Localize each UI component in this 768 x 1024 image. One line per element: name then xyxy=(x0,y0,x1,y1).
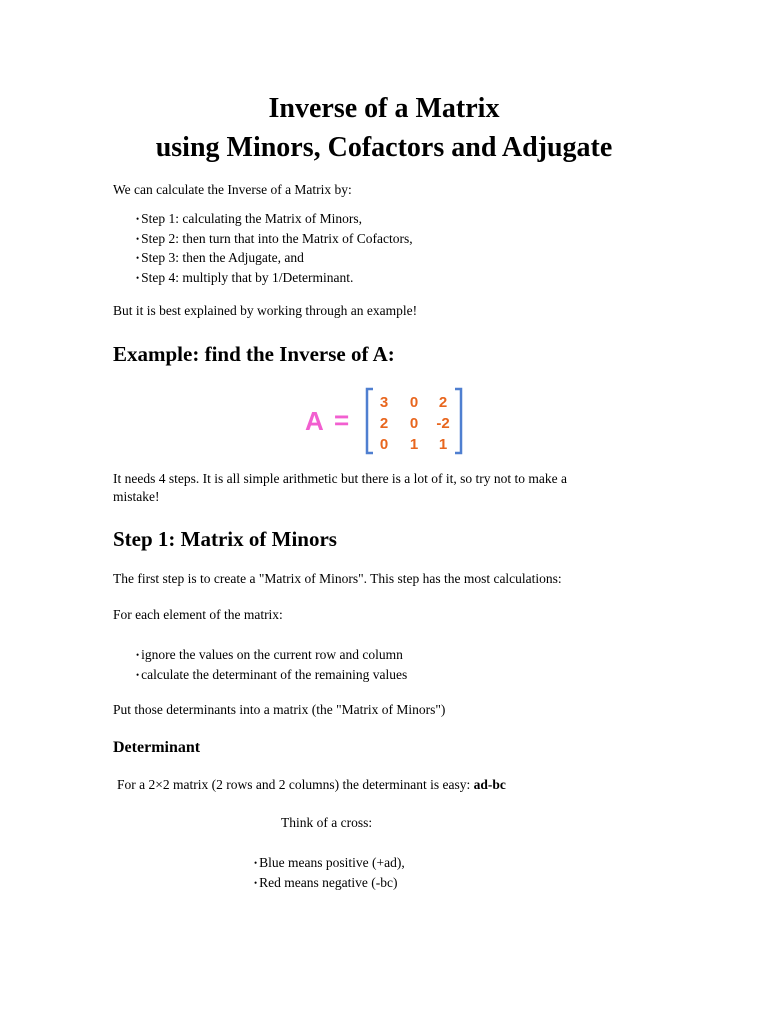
cross-bullets-list xyxy=(254,854,405,893)
list-item: • Blue means positive (+ad), xyxy=(254,854,405,874)
steps-list xyxy=(136,210,413,288)
determinant-text xyxy=(117,776,506,794)
for-each-text: For each element of the matrix: xyxy=(113,607,283,622)
minor-steps-list xyxy=(136,646,407,685)
needs-steps-line-2: mistake! xyxy=(113,489,160,504)
intro-text: We can calculate the Inverse of a Matrix by: xyxy=(113,182,352,197)
step1-intro-text: The first step is to create a "Matrix of Minors". This step has the most calculations: xyxy=(113,571,562,586)
matrix-label: A xyxy=(305,406,324,436)
page-title-line-1: Inverse of a Matrix xyxy=(268,93,500,124)
list-item: • calculate the determinant of the remaining values xyxy=(136,666,407,686)
matrix-cell: 1 xyxy=(409,436,419,453)
list-item: • Step 2: then turn that into the Matrix of Cofactors, xyxy=(136,230,413,250)
matrix-cell: 1 xyxy=(438,436,448,453)
example-heading: Example: find the Inverse of A: xyxy=(113,342,395,366)
list-item: • Step 4: multiply that by 1/Determinant. xyxy=(136,269,413,289)
matrix-cell: 0 xyxy=(409,394,419,411)
think-cross-text: Think of a cross: xyxy=(281,815,373,830)
list-item: • Step 1: calculating the Matrix of Minors, xyxy=(136,210,413,230)
right-bracket xyxy=(455,389,461,453)
determinant-description: For a 2×2 matrix (2 rows and 2 columns) the determinant is easy: xyxy=(117,777,471,792)
matrix-equals: = xyxy=(334,405,350,435)
list-item: • ignore the values on the current row and column xyxy=(136,646,407,666)
list-item: • Red means negative (-bc) xyxy=(254,874,405,894)
matrix-cell: 0 xyxy=(409,415,419,432)
matrix-cell: 2 xyxy=(379,415,389,432)
matrix-cells xyxy=(380,394,450,453)
needs-steps-line-1: It needs 4 steps. It is all simple arithmetic but there is a lot of it, so try not to make a xyxy=(113,471,568,486)
matrix-a-figure xyxy=(303,385,473,457)
matrix-cell: 3 xyxy=(379,394,389,411)
page-title-line-2: using Minors, Cofactors and Adjugate xyxy=(155,132,613,163)
list-item: • Step 3: then the Adjugate, and xyxy=(136,249,413,269)
put-those-text: Put those determinants into a matrix (the "Matrix of Minors") xyxy=(113,702,446,717)
best-explained-text: But it is best explained by working through an example! xyxy=(113,303,418,318)
determinant-formula: ad-bc xyxy=(473,777,506,792)
matrix-cell: 2 xyxy=(438,394,448,411)
matrix-cell: 0 xyxy=(379,436,389,453)
determinant-heading: Determinant xyxy=(113,739,201,756)
matrix-cell: -2 xyxy=(436,415,450,432)
step1-heading: Step 1: Matrix of Minors xyxy=(113,527,337,551)
left-bracket xyxy=(367,389,373,453)
